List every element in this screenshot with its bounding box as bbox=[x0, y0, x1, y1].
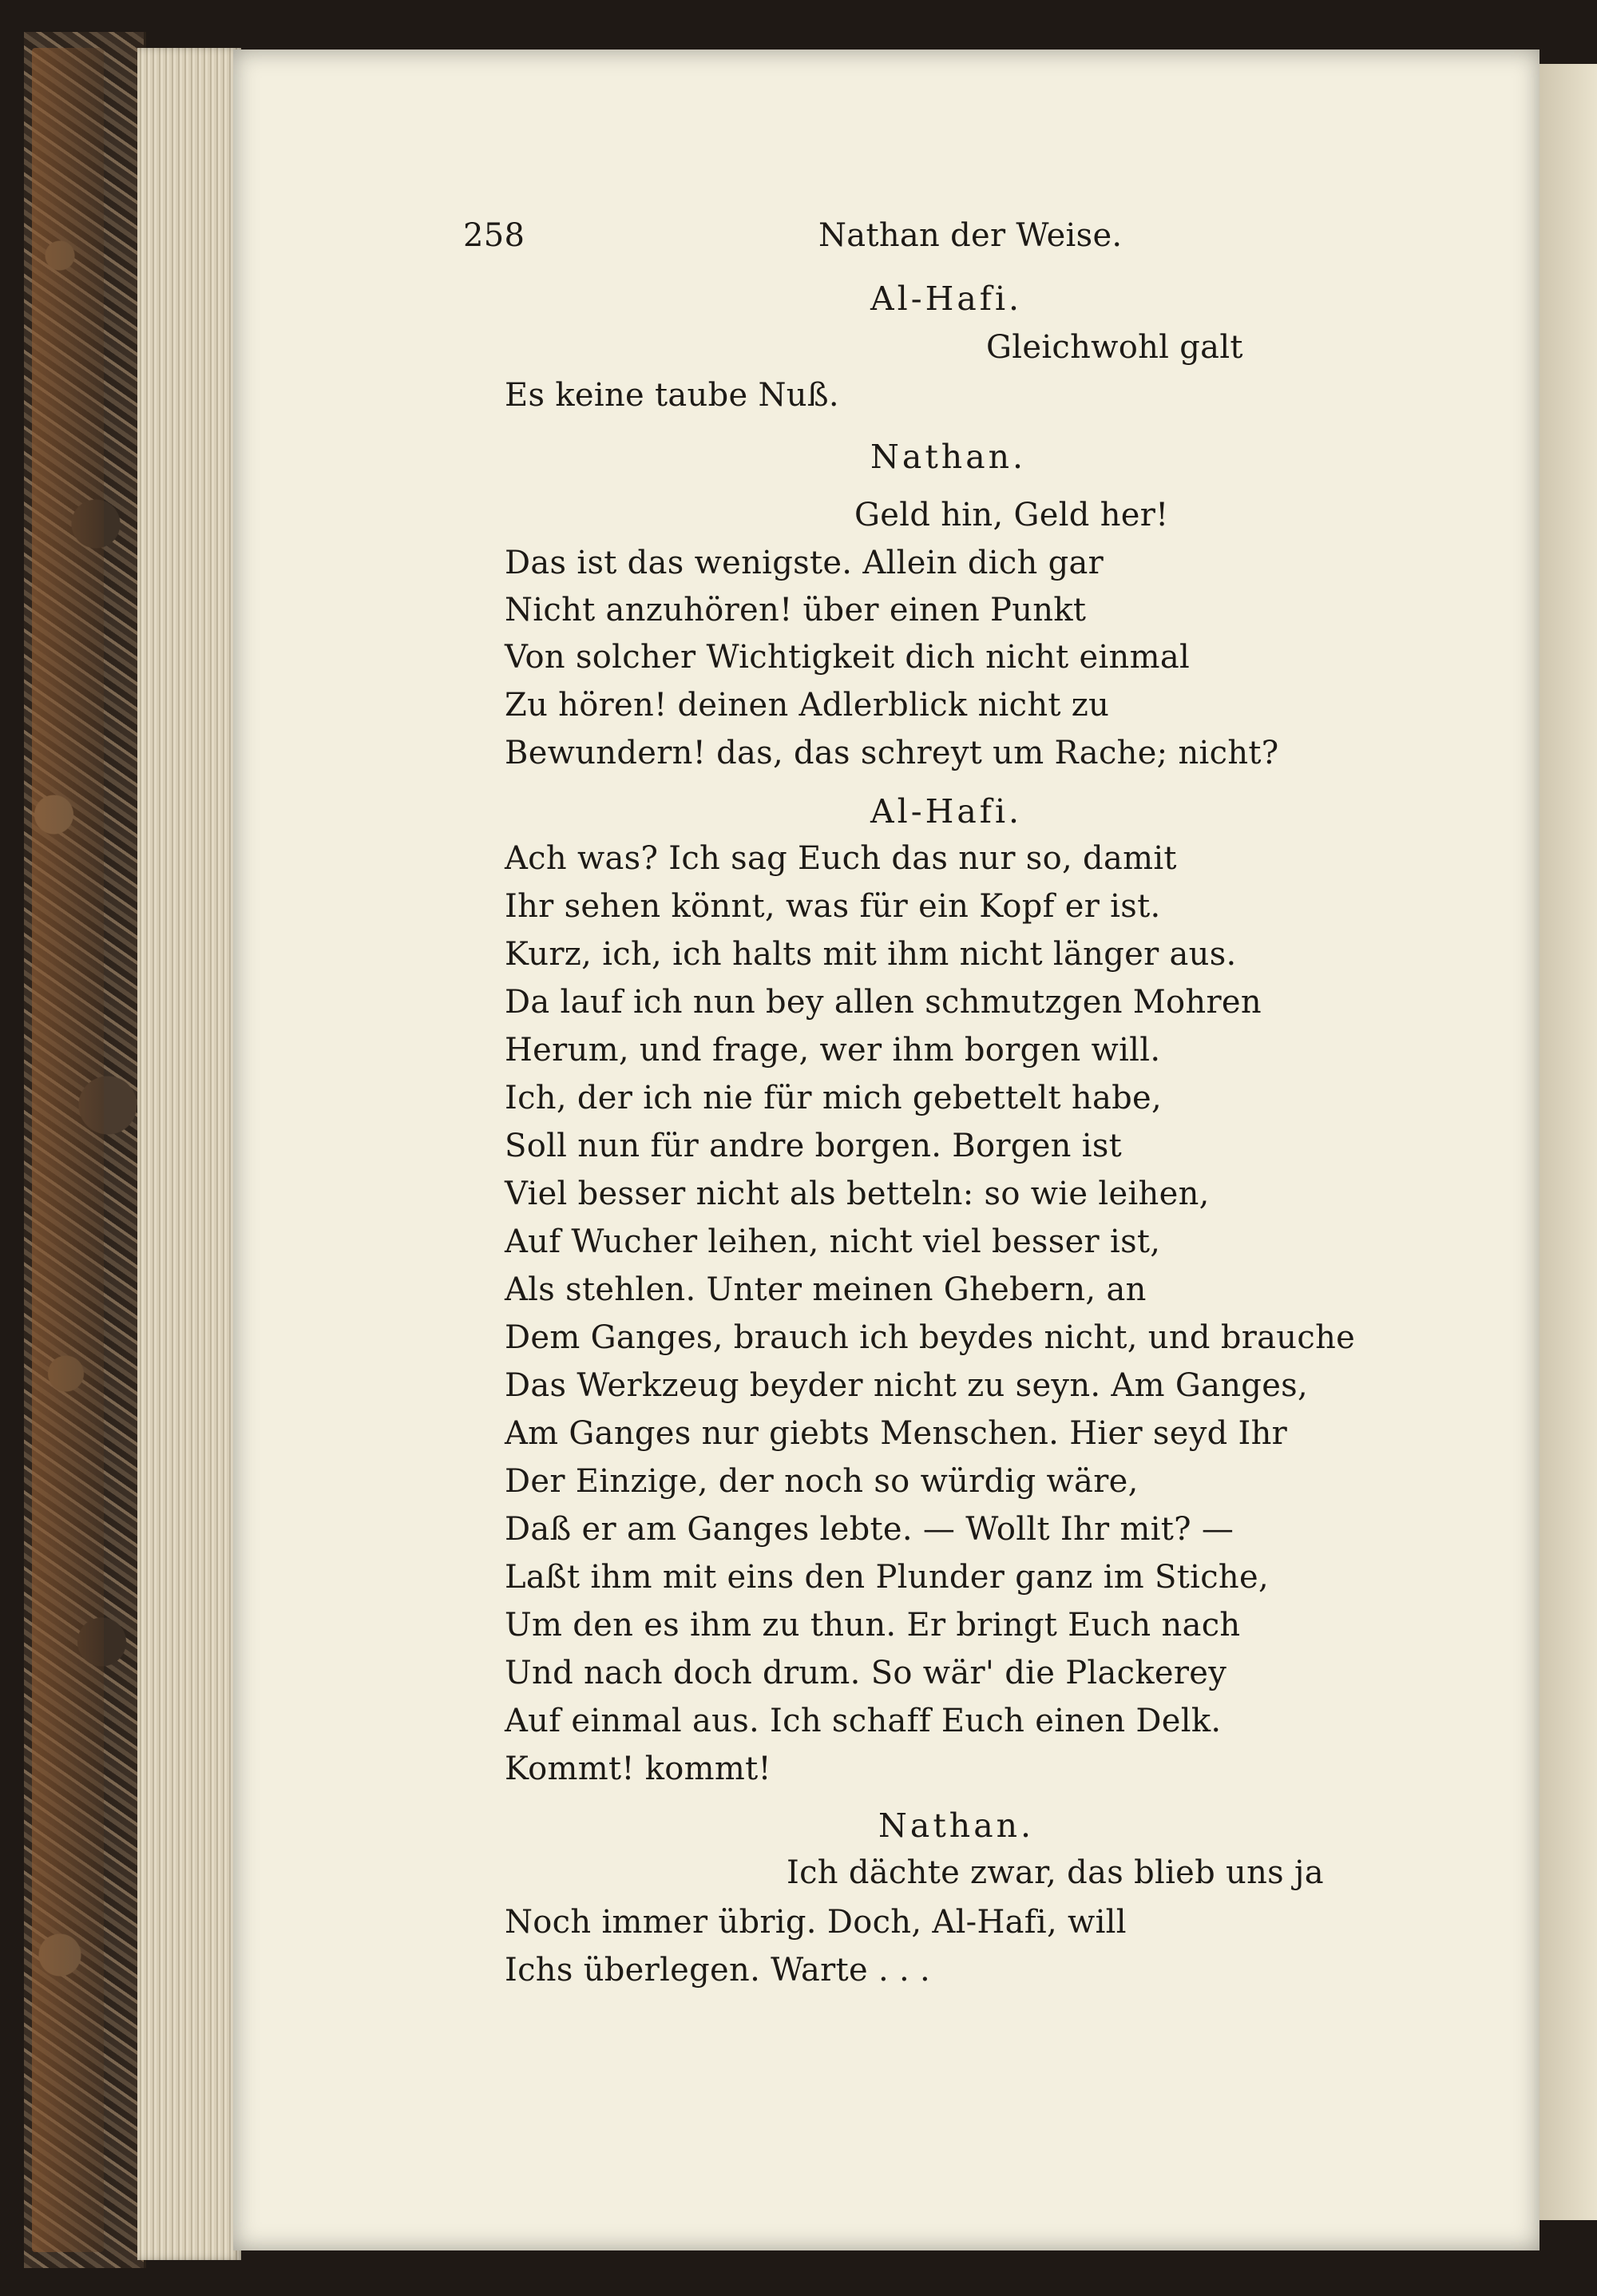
verse-line: Um den es ihm zu thun. Er bringt Euch nach bbox=[505, 1607, 1241, 1644]
verse-line: Als stehlen. Unter meinen Ghebern, an bbox=[505, 1271, 1147, 1308]
page-edges bbox=[137, 48, 241, 2260]
verse-line: Ich, der ich nie für mich gebettelt habe, bbox=[505, 1080, 1162, 1116]
verse-line: Viel besser nicht als betteln: so wie leihen, bbox=[505, 1176, 1210, 1212]
verse-line: Ichs überlegen. Warte . . . bbox=[505, 1952, 931, 1989]
speaker-name: Nathan. bbox=[870, 438, 1027, 476]
running-head: Nathan der Weise. bbox=[818, 217, 1123, 254]
verse-line: Kurz, ich, ich halts mit ihm nicht länger aus. bbox=[505, 936, 1237, 973]
verse-line: Bewundern! das, das schreyt um Rache; nicht? bbox=[505, 735, 1279, 771]
verse-line: Herum, und frage, wer ihm borgen will. bbox=[505, 1032, 1161, 1069]
verse-line: Da lauf ich nun bey allen schmutzgen Mohren bbox=[505, 984, 1262, 1021]
verse-line: Am Ganges nur giebts Menschen. Hier seyd Ihr bbox=[505, 1415, 1288, 1452]
speaker-name: Al-Hafi. bbox=[870, 792, 1023, 831]
verse-line: Auf einmal aus. Ich schaff Euch einen Delk. bbox=[505, 1703, 1222, 1739]
leather-spine-edge bbox=[32, 48, 104, 2252]
verse-line: Ach was? Ich sag Euch das nur so, damit bbox=[505, 840, 1177, 877]
verse-line: Es keine taube Nuß. bbox=[505, 377, 839, 414]
page-number: 258 bbox=[463, 217, 525, 254]
verse-line: Nicht anzuhören! über einen Punkt bbox=[505, 592, 1087, 629]
speaker-name: Nathan. bbox=[878, 1806, 1035, 1845]
verse-line: Das ist das wenigste. Allein dich gar bbox=[505, 545, 1104, 581]
verse-line: Und nach doch drum. So wär' die Plackerey bbox=[505, 1655, 1227, 1691]
facing-page-edge bbox=[1540, 64, 1597, 2220]
verse-line: Auf Wucher leihen, nicht viel besser ist, bbox=[505, 1223, 1161, 1260]
verse-line: Laßt ihm mit eins den Plunder ganz im Stiche, bbox=[505, 1559, 1269, 1596]
verse-line: Ihr sehen könnt, was für ein Kopf er ist. bbox=[505, 888, 1161, 925]
verse-line: Das Werkzeug beyder nicht zu seyn. Am Ganges, bbox=[505, 1367, 1309, 1404]
verse-line: Geld hin, Geld her! bbox=[854, 497, 1169, 533]
verse-line: Noch immer übrig. Doch, Al-Hafi, will bbox=[505, 1904, 1127, 1941]
verse-line: Zu hören! deinen Adlerblick nicht zu bbox=[505, 687, 1110, 724]
verse-line: Ich dächte zwar, das blieb uns ja bbox=[787, 1854, 1324, 1891]
verse-line: Von solcher Wichtigkeit dich nicht einmal bbox=[505, 639, 1191, 676]
verse-line: Soll nun für andre borgen. Borgen ist bbox=[505, 1128, 1123, 1164]
verse-line: Gleichwohl galt bbox=[986, 329, 1243, 366]
verse-line: Daß er am Ganges lebte. — Wollt Ihr mit? — bbox=[505, 1511, 1234, 1548]
verse-line: Der Einzige, der noch so würdig wäre, bbox=[505, 1463, 1139, 1500]
verse-line: Kommt! kommt! bbox=[505, 1751, 771, 1787]
speaker-name: Al-Hafi. bbox=[870, 280, 1023, 318]
verse-line: Dem Ganges, brauch ich beydes nicht, und brauche bbox=[505, 1319, 1356, 1356]
